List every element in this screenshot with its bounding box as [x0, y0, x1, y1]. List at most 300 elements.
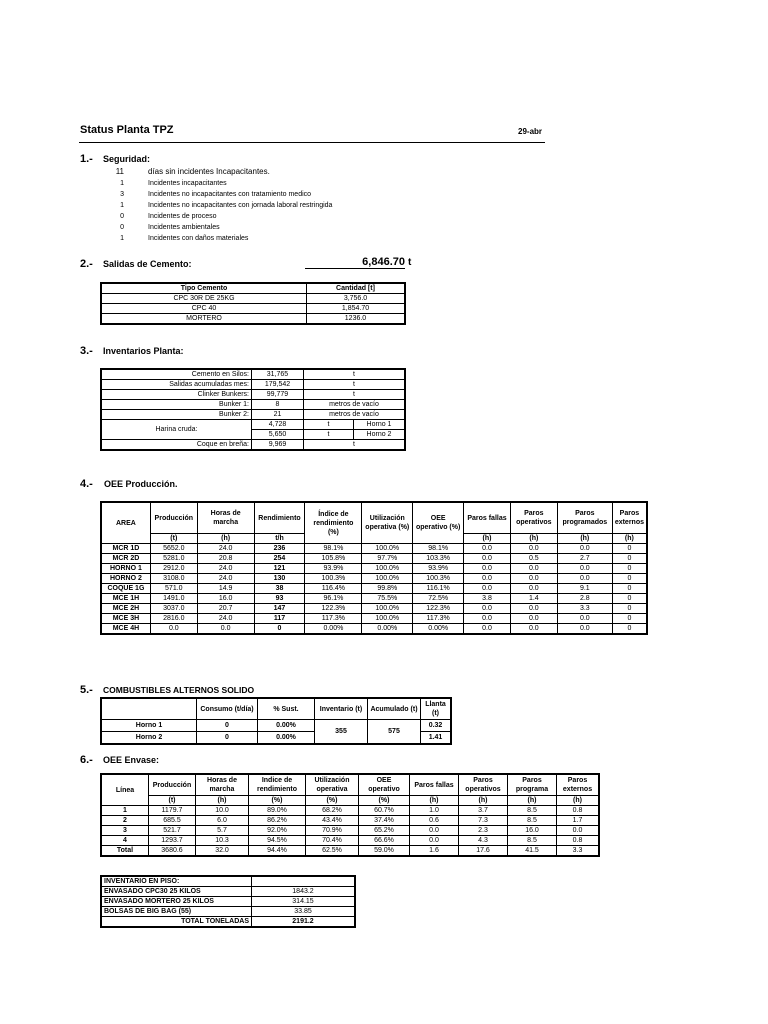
table-cell: 0.0 [197, 624, 254, 635]
table-cell: 0 [612, 574, 647, 584]
table-cell: t [304, 380, 406, 390]
table-cell: 2.3 [459, 826, 508, 836]
table-cell: Harina cruda: [101, 420, 252, 440]
table-cell: t/h [254, 534, 305, 544]
section-3-number: 3.- [80, 345, 93, 357]
table-cell: 1.41 [421, 732, 452, 745]
table-cell: MCR 1D [101, 544, 150, 554]
table-cell: 179,542 [252, 380, 304, 390]
table-cell: 0.0 [464, 564, 511, 574]
table-cell: 105.8% [305, 554, 362, 564]
table-cell: 10.0 [196, 806, 249, 816]
table-cell: 16.0 [197, 594, 254, 604]
table-cell: 0.0 [557, 544, 612, 554]
table-cell: (%) [359, 796, 410, 806]
title-divider [79, 142, 545, 143]
table-cell: 38 [254, 584, 305, 594]
table-cell: Paros operativos [459, 774, 508, 796]
table-row [101, 420, 405, 430]
table-row [101, 564, 647, 574]
table-cell: t [304, 390, 406, 400]
table-cell: 3,756.0 [307, 294, 406, 304]
table-row [101, 594, 647, 604]
table-cell: 0 [197, 732, 258, 745]
table-row [101, 806, 599, 816]
table-cell: 5652.0 [150, 544, 197, 554]
table-row [101, 283, 405, 294]
table-cell: MCE 1H [101, 594, 150, 604]
table-row [101, 314, 405, 325]
table-cell: 97.7% [362, 554, 413, 564]
table-cell: 24.0 [197, 614, 254, 624]
table-cell: 16.0 [508, 826, 557, 836]
table-cell: 103.3% [413, 554, 464, 564]
table-cell: 10.3 [196, 836, 249, 846]
table-cell: 20.8 [197, 554, 254, 564]
table-cell: MCR 2D [101, 554, 150, 564]
table-cell: 0 [612, 554, 647, 564]
table-cell: 1236.0 [307, 314, 406, 325]
table-cell: 70.4% [306, 836, 359, 846]
oee-produccion-table [100, 501, 648, 635]
table-cell: 43.4% [306, 816, 359, 826]
table-cell: 21 [252, 410, 304, 420]
table-cell: Horno 1 [354, 420, 406, 430]
table-cell: 62.5% [306, 846, 359, 857]
table-cell: 24.0 [197, 544, 254, 554]
table-cell: 0.0 [510, 544, 557, 554]
table-cell: Utilización operativa [306, 774, 359, 796]
table-cell: Llanta (t) [421, 698, 452, 720]
table-cell: ENVASADO CPC30 25 KILOS [101, 887, 252, 897]
table-cell: 0.32 [421, 720, 452, 732]
table-row [101, 774, 599, 796]
table-cell: (h) [612, 534, 647, 544]
table-cell: 2.8 [557, 594, 612, 604]
table-cell: 1843.2 [252, 887, 356, 897]
table-cell: 5.7 [196, 826, 249, 836]
table-cell: 41.5 [508, 846, 557, 857]
table-cell: t [304, 430, 354, 440]
table-cell: 0.5 [510, 554, 557, 564]
table-cell: 100.0% [362, 604, 413, 614]
oee-envase-table [100, 773, 600, 857]
table-row [101, 554, 647, 564]
table-cell: 4 [101, 836, 149, 846]
table-cell: 0 [197, 720, 258, 732]
table-cell: t [304, 440, 406, 451]
table-cell: Bunker 1: [101, 400, 252, 410]
table-cell: 1 [101, 806, 149, 816]
table-cell: Línea [101, 774, 149, 806]
table-row [101, 887, 355, 897]
table-cell: Paros fallas [464, 502, 511, 534]
table-row [101, 574, 647, 584]
table-cell: MCE 3H [101, 614, 150, 624]
table-cell: 94.5% [249, 836, 306, 846]
section-2-label: Salidas de Cemento: [103, 259, 192, 269]
table-cell: 0.0 [510, 614, 557, 624]
table-cell: 0 [612, 584, 647, 594]
table-cell: Paros externos [557, 774, 600, 796]
table-row [101, 294, 405, 304]
table-cell: 575 [368, 720, 421, 745]
table-cell: 0.0 [557, 614, 612, 624]
table-cell: HORNO 2 [101, 574, 150, 584]
table-cell: 5,650 [252, 430, 304, 440]
table-cell: 37.4% [359, 816, 410, 826]
table-cell: t [304, 420, 354, 430]
table-row [101, 502, 647, 534]
table-cell: 92.0% [249, 826, 306, 836]
table-cell: 0.0 [464, 574, 511, 584]
table-cell: 100.0% [362, 614, 413, 624]
table-cell: metros de vacío [304, 410, 406, 420]
report-date: 29-abr [518, 127, 543, 136]
table-cell: Paros operativos [510, 502, 557, 534]
table-cell: 3 [101, 826, 149, 836]
table-cell: 2816.0 [150, 614, 197, 624]
table-cell: 0.6 [410, 816, 459, 826]
table-cell: CPC 40 [101, 304, 307, 314]
table-cell: 33.85 [252, 907, 356, 917]
table-cell: Inventario (t) [315, 698, 368, 720]
table-cell: 0.0 [557, 564, 612, 574]
table-cell: (h) [508, 796, 557, 806]
table-cell: 0.0 [510, 584, 557, 594]
table-cell: 0.0 [464, 604, 511, 614]
section-5-number: 5.- [80, 684, 93, 696]
table-cell: t [304, 369, 406, 380]
table-row [101, 400, 405, 410]
table-cell: 99,779 [252, 390, 304, 400]
table-cell: MCE 4H [101, 624, 150, 635]
table-row [101, 917, 355, 928]
table-cell: 121 [254, 564, 305, 574]
table-cell: (t) [150, 534, 197, 544]
table-cell: 0 [254, 624, 305, 635]
table-cell: (h) [557, 796, 600, 806]
table-cell: 7.3 [459, 816, 508, 826]
table-cell: 314.15 [252, 897, 356, 907]
table-cell: 5281.0 [150, 554, 197, 564]
table-cell: 100.3% [305, 574, 362, 584]
table-cell: 8.5 [508, 836, 557, 846]
table-cell: (%) [249, 796, 306, 806]
table-cell: 1179.7 [149, 806, 196, 816]
section-2-number: 2.- [80, 258, 93, 270]
section-5-label: COMBUSTIBLES ALTERNOS SOLIDO [103, 685, 255, 695]
table-cell: 100.3% [413, 574, 464, 584]
table-cell: 66.6% [359, 836, 410, 846]
inventario-total-label: TOTAL TONELADAS [101, 917, 252, 928]
table-cell: 24.0 [197, 574, 254, 584]
section-4-label: OEE Producción. [104, 479, 178, 489]
table-cell: 8 [252, 400, 304, 410]
table-cell: 355 [315, 720, 368, 745]
table-cell: Acumulado (t) [368, 698, 421, 720]
table-cell: 17.6 [459, 846, 508, 857]
table-cell: 93 [254, 594, 305, 604]
table-row [101, 390, 405, 400]
table-cell: 59.0% [359, 846, 410, 857]
table-cell: 32.0 [196, 846, 249, 857]
table-row [101, 604, 647, 614]
table-cell: Producción [149, 774, 196, 796]
table-cell: 2.7 [557, 554, 612, 564]
table-cell: 4,728 [252, 420, 304, 430]
table-cell: (h) [410, 796, 459, 806]
table-cell: 0.0 [557, 574, 612, 584]
table-cell: 89.0% [249, 806, 306, 816]
table-cell: 1.7 [557, 816, 600, 826]
table-cell: 98.1% [413, 544, 464, 554]
table-cell: 20.7 [197, 604, 254, 614]
safety-days-value: 11 [115, 167, 124, 176]
table-cell: 100.0% [362, 574, 413, 584]
table-cell: Índice de rendimiento (%) [305, 502, 362, 544]
table-cell: Horas de marcha [197, 502, 254, 534]
table-cell: (h) [459, 796, 508, 806]
page-title: Status Planta TPZ [80, 124, 174, 136]
table-cell: BOLSAS DE BIG BAG (55) [101, 907, 252, 917]
table-row [101, 304, 405, 314]
table-cell: Horno 2 [354, 430, 406, 440]
table-cell: 3.3 [557, 846, 600, 857]
table-cell: 122.3% [413, 604, 464, 614]
table-cell: 2 [101, 816, 149, 826]
table-row [101, 369, 405, 380]
table-cell: 93.9% [305, 564, 362, 574]
table-cell: 3108.0 [150, 574, 197, 584]
salidas-unit: t [408, 257, 412, 268]
table-cell: 0.00% [258, 720, 315, 732]
table-cell: 117.3% [305, 614, 362, 624]
table-cell: 1293.7 [149, 836, 196, 846]
table-row [101, 846, 599, 857]
table-cell: 1.4 [510, 594, 557, 604]
table-cell: Paros externos [612, 502, 647, 534]
table-cell: 571.0 [150, 584, 197, 594]
table-cell: 2912.0 [150, 564, 197, 574]
table-row [101, 836, 599, 846]
inventario-total-value: 2191.2 [252, 917, 356, 928]
table-cell: % Sust. [258, 698, 315, 720]
table-cell: Cemento en Silos: [101, 369, 252, 380]
safety-days-text: días sin incidentes Incapacitantes. [148, 167, 270, 176]
table-cell: 116.4% [305, 584, 362, 594]
table-cell: Salidas acumuladas mes: [101, 380, 252, 390]
table-cell: Total [101, 846, 149, 857]
section-1-label: Seguridad: [103, 154, 151, 164]
combustibles-table [100, 697, 452, 745]
table-cell: 1,854.70 [307, 304, 406, 314]
table-cell: 68.2% [306, 806, 359, 816]
table-cell: 0.00% [305, 624, 362, 635]
table-cell: Rendimiento [254, 502, 305, 534]
table-cell: 98.1% [305, 544, 362, 554]
table-cell: 0 [612, 604, 647, 614]
table-cell: 99.8% [362, 584, 413, 594]
table-cell: CPC 30R DE 25KG [101, 294, 307, 304]
table-cell: 0.0 [510, 624, 557, 635]
table-cell: 93.9% [413, 564, 464, 574]
table-cell: MORTERO [101, 314, 307, 325]
table-cell: metros de vacío [304, 400, 406, 410]
table-cell: 0.8 [557, 806, 600, 816]
table-cell: Utilización operativa (%) [362, 502, 413, 544]
table-cell: Horno 2 [101, 732, 197, 745]
table-cell: 24.0 [197, 564, 254, 574]
table-row [101, 698, 451, 720]
table-cell: 3.7 [459, 806, 508, 816]
table-cell: (h) [196, 796, 249, 806]
table-cell: Tipo Cemento [101, 283, 307, 294]
table-cell: Cantidad [t] [307, 283, 406, 294]
table-row [101, 876, 355, 887]
table-cell: 116.1% [413, 584, 464, 594]
table-cell: Consumo (t/día) [197, 698, 258, 720]
table-cell: 0.8 [557, 836, 600, 846]
table-cell: (h) [510, 534, 557, 544]
table-cell: 70.9% [306, 826, 359, 836]
table-cell: 100.0% [362, 564, 413, 574]
table-cell [101, 698, 197, 720]
inventarios-table [100, 368, 406, 451]
table-cell: 3037.0 [150, 604, 197, 614]
section-3-label: Inventarios Planta: [103, 346, 184, 356]
table-row [101, 720, 451, 732]
table-cell: 0.0 [464, 584, 511, 594]
table-cell: 0.0 [557, 624, 612, 635]
table-cell: OEE operativo (%) [413, 502, 464, 544]
table-cell: 236 [254, 544, 305, 554]
table-cell: 117 [254, 614, 305, 624]
table-cell: 9,969 [252, 440, 304, 451]
table-cell: 0.0 [510, 604, 557, 614]
table-cell: 0.0 [510, 574, 557, 584]
table-cell: Coque en breña: [101, 440, 252, 451]
table-cell: Indice de rendimiento [249, 774, 306, 796]
table-row [101, 816, 599, 826]
table-cell: 254 [254, 554, 305, 564]
table-cell: HORNO 1 [101, 564, 150, 574]
table-row [101, 544, 647, 554]
table-cell: 0.0 [410, 826, 459, 836]
table-cell: (h) [197, 534, 254, 544]
table-cell: Paros programa [508, 774, 557, 796]
table-row [101, 380, 405, 390]
table-cell: 0.00% [258, 732, 315, 745]
table-row [101, 614, 647, 624]
table-cell: Paros programados [557, 502, 612, 534]
table-row [101, 826, 599, 836]
section-4-number: 4.- [80, 478, 93, 490]
table-cell: 0.0 [557, 826, 600, 836]
table-cell: 9.1 [557, 584, 612, 594]
inventario-piso-header: INVENTARIO EN PISO: [101, 876, 252, 887]
table-cell: 14.9 [197, 584, 254, 594]
table-cell: 122.3% [305, 604, 362, 614]
table-cell: 130 [254, 574, 305, 584]
table-cell: 94.4% [249, 846, 306, 857]
table-cell: 31,765 [252, 369, 304, 380]
section-6-number: 6.- [80, 754, 93, 766]
inventario-piso-table [100, 875, 356, 928]
table-cell: COQUE 1G [101, 584, 150, 594]
safety-list: 1 Incidentes incapacitantes 3 Incidentes no incapacitantes con tratamiento medico 1 Incidentes no incapacitantes con jornada laboral restringida 0 Incidentes de proceso 0 Incidentes ambientales 1 Incidentes con daños materiales [120, 180, 333, 242]
table-cell: Producción [150, 502, 197, 534]
table-cell: 117.3% [413, 614, 464, 624]
salidas-table [100, 282, 406, 325]
table-row [101, 410, 405, 420]
table-cell: AREA [101, 502, 150, 544]
table-cell: 0 [612, 544, 647, 554]
table-cell: Paros fallas [410, 774, 459, 796]
section-1-number: 1.- [80, 153, 93, 165]
table-cell: 72.5% [413, 594, 464, 604]
table-cell: 0 [612, 614, 647, 624]
table-row [101, 796, 599, 806]
table-cell: OEE operativo [359, 774, 410, 796]
table-cell: 0.0 [410, 836, 459, 846]
table-cell: 65.2% [359, 826, 410, 836]
table-row [101, 897, 355, 907]
salidas-total: 6,846.70 [305, 256, 405, 269]
table-cell: 0 [612, 624, 647, 635]
table-cell: 75.5% [362, 594, 413, 604]
table-cell: 1.6 [410, 846, 459, 857]
table-cell: Horno 1 [101, 720, 197, 732]
table-row [101, 440, 405, 451]
table-cell: Clinker Bunkers: [101, 390, 252, 400]
table-cell: 0.0 [510, 564, 557, 574]
table-cell: Horas de marcha [196, 774, 249, 796]
table-cell: (h) [464, 534, 511, 544]
table-cell: (%) [306, 796, 359, 806]
table-cell: 1491.0 [150, 594, 197, 604]
table-cell: 0 [612, 564, 647, 574]
table-cell: 3680.6 [149, 846, 196, 857]
table-row [101, 624, 647, 635]
table-row [101, 907, 355, 917]
table-cell: 0.00% [413, 624, 464, 635]
section-6-label: OEE Envase: [103, 755, 160, 765]
table-cell: 0.0 [464, 544, 511, 554]
table-cell: 521.7 [149, 826, 196, 836]
table-cell: Bunker 2: [101, 410, 252, 420]
table-cell: 3.8 [464, 594, 511, 604]
table-cell: 4.3 [459, 836, 508, 846]
table-cell: 0 [612, 594, 647, 604]
table-cell: 8.5 [508, 816, 557, 826]
table-cell: 100.0% [362, 544, 413, 554]
table-cell: 6.0 [196, 816, 249, 826]
table-cell: 0.0 [464, 554, 511, 564]
table-row [101, 584, 647, 594]
table-cell: 0.0 [464, 614, 511, 624]
table-cell: 96.1% [305, 594, 362, 604]
table-cell: (h) [557, 534, 612, 544]
table-cell: 0.0 [464, 624, 511, 635]
table-cell: 147 [254, 604, 305, 614]
table-cell: 685.5 [149, 816, 196, 826]
table-cell: 8.5 [508, 806, 557, 816]
table-cell: 3.3 [557, 604, 612, 614]
table-cell: ENVASADO MORTERO 25 KILOS [101, 897, 252, 907]
table-cell: 60.7% [359, 806, 410, 816]
table-cell: 86.2% [249, 816, 306, 826]
